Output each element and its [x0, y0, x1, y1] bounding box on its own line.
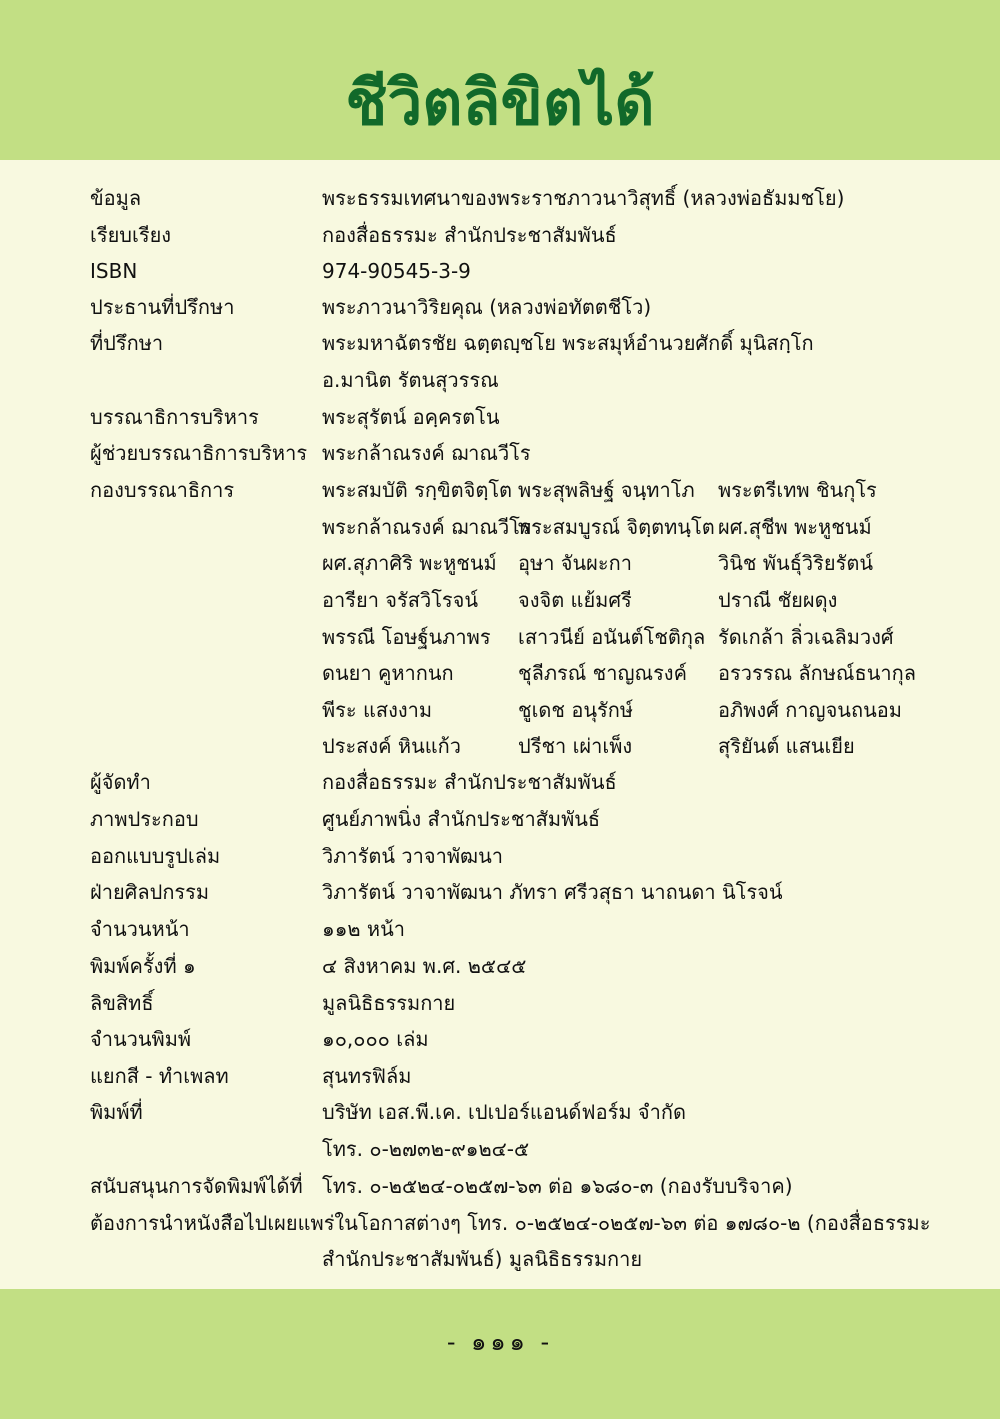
value-isbn: 974-90545-3-9	[322, 259, 471, 283]
label-printer: พิมพ์ที่	[90, 1100, 143, 1124]
editorial-member: ปรีชา เผ่าเพ็ง	[518, 734, 633, 758]
editorial-member: อารียา จรัสวิโรจน์	[322, 588, 479, 612]
distribution-line-2: สำนักประชาสัมพันธ์) มูลนิธิธรรมกาย	[322, 1247, 643, 1271]
label-pages: จำนวนหน้า	[90, 917, 190, 941]
value-print-count: ๑๐,๐๐๐ เล่ม	[322, 1027, 429, 1051]
editorial-member: เสาวนีย์ อนันต์โชติกุล	[518, 625, 706, 649]
editorial-member: อภิพงศ์ กาญจนถนอม	[718, 698, 902, 722]
editorial-member: พระสุพลิษฐ์ จนฺทาโภ	[518, 478, 695, 502]
label-exec-editor: บรรณาธิการบริหาร	[90, 405, 259, 429]
label-source: ข้อมูล	[90, 186, 142, 210]
label-chief-advisor: ประธานที่ปรึกษา	[90, 295, 235, 319]
value-printer-line-1: บริษัท เอส.พี.เค. เปเปอร์แอนด์ฟอร์ม จำกัด	[322, 1100, 686, 1124]
distribution-line-1: ต้องการนำหนังสือไปเผยแพร่ในโอกาสต่างๆ โทร. ๐-๒๕๒๔-๐๒๕๗-๖๓ ต่อ ๑๗๘๐-๒ (กองสื่อธรรมะ	[90, 1211, 931, 1235]
value-exec-editor: พระสุรัตน์ อคฺครตโน	[322, 405, 500, 429]
value-printer-line-2: โทร. ๐-๒๗๓๒-๙๑๒๔-๕	[322, 1137, 530, 1161]
label-isbn: ISBN	[90, 259, 138, 283]
editorial-member: พระตรีเทพ ชินกุโร	[718, 478, 877, 502]
value-copyright: มูลนิธิธรรมกาย	[322, 991, 456, 1015]
label-illustration: ภาพประกอบ	[90, 807, 199, 831]
editorial-member: สุริยันต์ แสนเยีย	[718, 734, 855, 758]
value-asst-exec-editor: พระกล้าณรงค์ ฌาณวีโร	[322, 441, 531, 465]
editorial-member: อุษา จันผะกา	[518, 551, 632, 575]
label-producer: ผู้จัดทำ	[90, 770, 151, 794]
editorial-member: พระสมบัติ รกฺขิตจิตฺโต	[322, 478, 513, 502]
editorial-member: จงจิต แย้มศรี	[518, 588, 632, 612]
value-chief-advisor: พระภาวนาวิริยคุณ (หลวงพ่อทัตตชีโว)	[322, 295, 652, 319]
value-source: พระธรรมเทศนาของพระราชภาวนาวิสุทธิ์ (หลวงพ่อธัมมชโย)	[322, 186, 845, 210]
label-copyright: ลิขสิทธิ์	[90, 991, 154, 1015]
label-compiled: เรียบเรียง	[90, 223, 172, 247]
page-title: ชีวิตลิขิตได้	[345, 66, 655, 139]
value-producer: กองสื่อธรรมะ สำนักประชาสัมพันธ์	[322, 770, 617, 794]
value-support: โทร. ๐-๒๕๒๔-๐๒๕๗-๖๓ ต่อ ๑๖๘๐-๓ (กองรับบริจาค)	[322, 1174, 793, 1198]
editorial-member: รัดเกล้า ลิ่วเฉลิมวงศ์	[718, 625, 894, 649]
label-support: สนับสนุนการจัดพิมพ์ได้ที่	[90, 1174, 303, 1198]
editorial-member: ชูเดช อนุรักษ์	[518, 698, 634, 722]
editorial-member: อรวรรณ ลักษณ์ธนากุล	[718, 661, 916, 685]
editorial-member: ประสงค์ หินแก้ว	[322, 734, 461, 758]
label-advisors: ที่ปรึกษา	[90, 331, 164, 355]
value-pages: ๑๑๒ หน้า	[322, 917, 406, 941]
editorial-member: ชุลีภรณ์ ชาญณรงค์	[518, 661, 687, 685]
label-asst-exec-editor: ผู้ช่วยบรรณาธิการบริหาร	[90, 441, 308, 465]
editorial-member: พระสมบูรณ์ จิตฺตทนฺโต	[518, 515, 715, 539]
label-editorial-board: กองบรรณาธิการ	[90, 478, 235, 502]
value-advisors-line-1: พระมหาฉัตรชัย ฉตฺตญฺชโย พระสมุห์อำนวยศักดิ์ มุนิสกฺโก	[322, 331, 814, 355]
editorial-member: พระกล้าณรงค์ ฌาณวีโร	[322, 515, 531, 539]
value-design: วิภารัตน์ วาจาพัฒนา	[322, 844, 503, 868]
editorial-member: วินิช พันธุ์วิริยรัตน์	[718, 551, 873, 575]
page-number: - ๑๑๑ -	[446, 1328, 554, 1356]
value-advisors-line-2: อ.มานิต รัตนสุวรรณ	[322, 368, 499, 392]
editorial-member: พรรณี โอษฐ์นภาพร	[322, 625, 491, 649]
value-separation: สุนทรฟิล์ม	[322, 1064, 412, 1088]
value-first-print: ๔ สิงหาคม พ.ศ. ๒๕๔๕	[322, 954, 527, 978]
label-separation: แยกสี - ทำเพลท	[90, 1064, 229, 1088]
value-art: วิภารัตน์ วาจาพัฒนา ภัทรา ศรีวสุธา นาถนดา นิโรจน์	[322, 880, 783, 904]
editorial-member: พีระ แสงงาม	[322, 698, 433, 722]
value-illustration: ศูนย์ภาพนิ่ง สำนักประชาสัมพันธ์	[322, 807, 601, 831]
label-design: ออกแบบรูปเล่ม	[90, 844, 221, 868]
editorial-member: ปราณี ชัยผดุง	[718, 588, 838, 612]
editorial-member: ผศ.สุภาศิริ พะหูชนม์	[322, 551, 497, 575]
label-print-count: จำนวนพิมพ์	[90, 1027, 192, 1051]
value-compiled: กองสื่อธรรมะ สำนักประชาสัมพันธ์	[322, 223, 617, 247]
editorial-member: ผศ.สุชีพ พะหูชนม์	[718, 515, 872, 539]
editorial-member: ดนยา คูหากนก	[322, 661, 454, 685]
label-first-print: พิมพ์ครั้งที่ ๑	[90, 954, 196, 978]
label-art: ฝ่ายศิลปกรรม	[90, 880, 210, 904]
